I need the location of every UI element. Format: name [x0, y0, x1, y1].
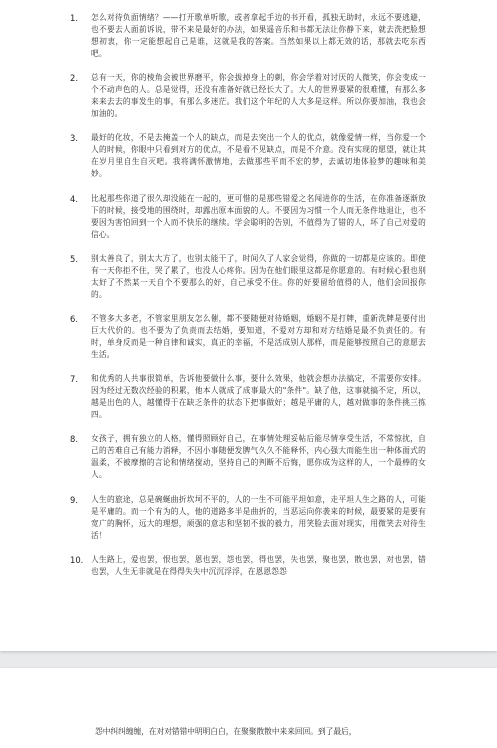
item-number: 5. [70, 253, 78, 264]
item-number: 2. [70, 73, 78, 84]
item-text: 总有一天，你的棱角会被世界磨平，你会拔掉身上的刺，你会学着对讨厌的人微笑，你会变成一个不动声色的人。总是觉得，还没有准备好就已经长大了。大人的世界要紧的很难懂，有那么多来来去去的事发生的事，有那么多迷茫。我们这个年纪的人大多是这样。所以你要加油，我也会加油的。 [91, 73, 426, 119]
list-item [70, 72, 426, 120]
item-text: 人生的旅途，总是碗蜒曲折坎坷不平的，人的一生不可能平坦如意，走平坦人生之路的人，可能是平庸的。而一个有为的人，他的道路多半是曲折的，当恶运向你袭来的时候，最要紧的是要有宽广的胸怀，远大的理想，顽强的意志和坚韧不拔的毅力，用笑脸去面对现实，用微笑去对待生活！ [91, 494, 426, 540]
list-item [70, 193, 426, 241]
item-number: 10. [70, 554, 84, 565]
item-number: 3. [70, 133, 78, 144]
list-item [70, 253, 426, 301]
item-number: 9. [70, 494, 78, 505]
list-item [70, 433, 426, 481]
list-item [70, 313, 426, 361]
item-number: 7. [70, 374, 78, 385]
item-text: 和优秀的人共事很简单，告诉他要做什么事，要什么效果，他就会想办法搞定，不需要你安排。因为经过无数次经验的积累，他本人就成了成事最大的"条件"。缺了他，这事就搞不定，所以，越是出色的人，越懂得于在缺乏条件的状态下把事做好；越是平庸的人，越对做事的条件挑三拣四。 [91, 374, 426, 420]
item-text: 人生路上，爱也罢，恨也罢，恩也罢，怨也罢，得也罢，失也罢，聚也罢，散也罢，对也罢，错也罢，人生无非就是在得得失失中沉沉浮浮，在恩恩怨怨 [91, 554, 426, 576]
item-number: 4. [70, 193, 78, 204]
list-item [70, 132, 426, 180]
item-number: 6. [70, 313, 78, 324]
next-page-text: 怨中纠纠缠缠，在对对错错中明明白白，在聚聚散散中来来回回。到了最后， [95, 727, 357, 736]
item-text: 女孩子，拥有独立的人格，懂得照顾好自己，在事情处理妥帖后能尽情享受生活，不常惊扰，自己的苦难自己有能力消释，不因小事随便发脾气久久不能释怀，内心强大而能生出一种体面式的温柔，不被摩擦的言论和情绪搅动，坚持自己的判断不后悔，愿你成为这样的人，一个最棒的女人。 [91, 434, 426, 480]
item-text: 比起那些你道了很久却没能在一起的，更可惜的是那些错爱之名闯进你的生活，在你准备逐渐放下的时候，接受地的围绕时，却露出原本面貌的人。不要因为习惯一个人而无条件地退让，也不要因为害怕回到一个人而不快乐的继续。学会聪明的告别，不值得为了错的人，坏了自己对爱的信心。 [91, 193, 426, 239]
numbered-list [70, 12, 426, 590]
item-text: 不管多大多老，不管家里朋友怎么催，都不要随便对待婚姻，婚姻不是打牌，重新洗牌是要付出巨大代价的。也不要为了负责而去结婚，要知道，不爱对方却和对方结婚是最不负责任的。有时，单身反而是一种自律和诚实，真正的幸福，不是活成别人那样，而是能够按照自己的意愿去生活。 [91, 313, 426, 359]
list-item [70, 554, 426, 578]
list-item [70, 12, 426, 60]
item-text: 最好的化妆，不是去掩盖一个人的缺点，而是去突出一个人的优点，就像爱情一样，当你爱一个人的时候，你眼中只看到对方的优点，不是看不见缺点，而是不介意。没有实现的愿望，就让其在岁月里自生自灭吧。我将满怀激情地，去做那些平而不宏的梦，去诚切地体验梦的趣味和美妙。 [91, 133, 426, 179]
item-text: 别太善良了，别太大方了，也别太能干了，时间久了人家会觉得，你做的一切都是应该的。即使有一天你拒不住，哭了累了，也没人心疼你。因为在他们眼里这都是你愿意的。有时候心狠也别太好了不然某一天自个不要那么的好，自己承受不住。你的好要留给值得的人，他们会回报你的。 [91, 253, 426, 299]
list-item [70, 373, 426, 421]
item-text: 怎么对待负面情绪？——打开歌单听歌，或者拿起手边的书开看，孤独无助时，永远不要逃避，也不要去人面前诉说，带不来是最好的办法，如果遥音乐和书都无法让你静下来，就去洗把脸想想初衷，你一定能想起自己是谁，这就是我的答案。当然如果以上都无效的话，那就去吃东西吧。 [91, 13, 426, 58]
list-item [70, 494, 426, 542]
item-number: 1. [70, 13, 78, 23]
item-number: 8. [70, 434, 78, 445]
